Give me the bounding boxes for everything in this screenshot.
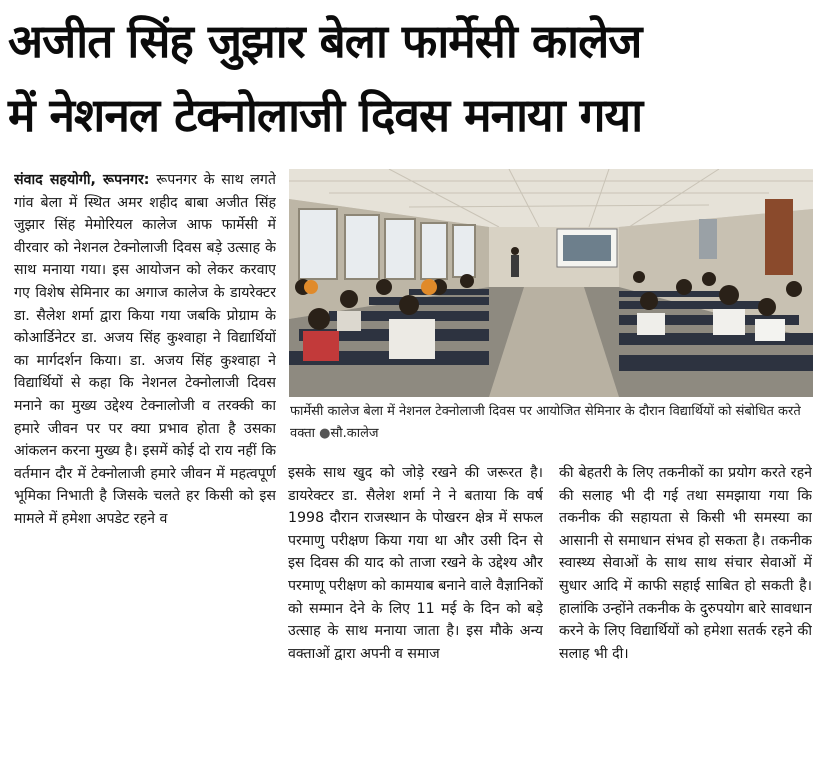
byline: संवाद सहयोगी, रूपनगर: (14, 172, 150, 188)
column-1-text: रूपनगर के साथ लगते गांव बेला में स्थित अमर शहीद बाबा अजीत सिंह जुझार सिंह मेमोरियल कालेज आफ फार्मेसी में वीरवार को नेशनल टेक्नोलाजी दिवस बड़े उत्साह के साथ मनाया गया। इस आयोजन को लेकर करवाए गए विशेष सेमिनार का अगाज कालेज के डायरेक्टर डा. सैलेश शर्मा द्वारा किया गया जबकि प्रोग्राम के कोआर्डिनेटर डा. अजय सिंह कुश्वाहा ने विद्यार्थियों का मार्गदर्शन किया। डा. अजय सिंह कुश्वाहा ने विद्यार्थियों से कहा कि नेशनल टेक्नोलाजी दिवस मनाने का मुख्य उद्देश्य टेक्नालोजी व तरक्की का हमारे जीवन पर पर क्या प्रभाव होता है उसका आंकलन करना मुख्य है। इसमें कोई दो राय नहीं कि वर्तमान दौर में टेक्नोलाजी हमारे जीवन में महत्वपूर्ण भूमिका निभाती है जिसके चलते हर किसी को इस मामले में हमेशा अपडेट रहने व (14, 172, 276, 527)
headline-line-2: में नेशनल टेक्नोलाजी दिवस मनाया गया (8, 88, 643, 142)
photo-caption (290, 401, 812, 445)
article-column-2 (288, 462, 543, 776)
seminar-photo (289, 169, 813, 397)
column-3-text: की बेहतरी के लिए तकनीकों का प्रयोग करते रहने की सलाह भी दी गई तथा समझाया गया कि तकनीक की सहायता से किसी भी समस्या का आसानी से समाधान संभव हो सकता है। तकनीक स्वास्थ्य सेवाओं के साथ साथ संचार सेवाओं में सुधार आदि में काफी सहाई साबित हो सकती है। हालांकि उन्होंने तकनीक के दुरुपयोग बारे सावधान करने के लिए विद्यार्थियों को हमेशा सतर्क रहने की सलाह भी दी। (559, 465, 812, 662)
caption-text: फार्मेसी कालेज बेला में नेशनल टेक्नोलाजी दिवस पर आयोजित सेमिनार के दौरान विद्यार्थियों को संबोधित करते वक्ता (290, 404, 801, 441)
credit-dot-icon: ● (319, 426, 331, 441)
photo-credit: सौ.कालेज (330, 426, 379, 441)
column-2-text: इसके साथ खुद को जोड़े रखने की जरूरत है। डायरेक्टर डा. सैलेश शर्मा ने ने बताया कि वर्ष 1998 दौरान राजस्थान के पोखरन क्षेत्र में सफल परमाणु परीक्षण किया गया था और उसी दिन से इस दिवस की याद को ताजा रखने के उद्देश्य और परमाणू परीक्षण को कामयाब बनाने वाले वैज्ञानिकों को सम्मान देने के लिए 11 मई के दिन को बड़े उत्साह के साथ मनाया जाता है। इस मौके अन्य वक्ताओं द्वारा अपनी व समाज (288, 465, 543, 662)
headline-line-1: अजीत सिंह जुझार बेला फार्मेसी कालेज (8, 14, 642, 68)
article-column-3 (559, 462, 812, 776)
article-column-1 (14, 169, 276, 775)
headline (8, 4, 808, 152)
